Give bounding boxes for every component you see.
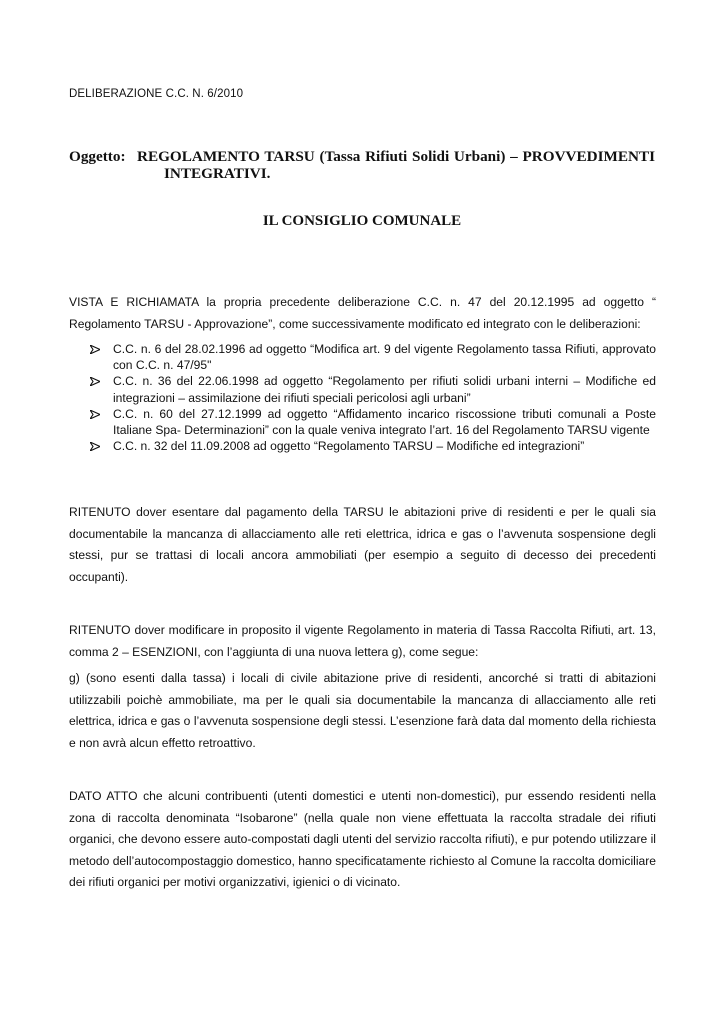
vista-paragraph: VISTA E RICHIAMATA la propria precedente deliberazione C.C. n. 47 del 20.12.1995 ad oggetto “ Regolamento TARSU - Approvazione”, come successivamente modificato ed integrato con le deliberazioni: <box>69 295 656 331</box>
arrow-bullet-icon <box>90 345 100 354</box>
list-item <box>90 373 656 405</box>
deliberation-reference: DELIBERAZIONE C.C. N. 6/2010 <box>69 88 244 100</box>
list-item <box>90 438 656 454</box>
subject-title-line1: REGOLAMENTO TARSU (Tassa Rifiuti Solidi Urbani) – PROVVEDIMENTI <box>137 148 655 165</box>
arrow-bullet-icon <box>90 442 100 451</box>
arrow-bullet-icon <box>90 377 100 386</box>
dato-atto-paragraph: DATO ATTO che alcuni contribuenti (utenti domestici e utenti non-domestici), pur essendo residenti nella zona di raccolta denominata “Isobarone” (nella quale non viene effettuata la raccolta stradale dei rifiuti organici, che devono essere auto-compostati dagli utenti del servizio raccolta rifiuti), e pur potendo utilizzare il metodo dell’autocompostaggio domestico, hanno specificatamente richiesto al Comune la raccolta domiciliare dei rifiuti organici per motivi organizzativi, igienici o di vicinato. <box>69 789 656 889</box>
deliberation-item-text: C.C. n. 6 del 28.02.1996 ad oggetto “Modifica art. 9 del vigente Regolamento tassa Rifiuti, approvato con C.C. n. 47/95" <box>113 342 656 373</box>
list-item <box>90 406 656 438</box>
ritenuto-exempt-paragraph: RITENUTO dover esentare dal pagamento della TARSU le abitazioni prive di residenti e per le quali sia documentabile la mancanza di allacciamento alle reti elettrica, idrica e gas o l’avvenuta sospensione degli stessi, pur se trattasi di locali ancora ammobiliati (per esempio a seguito di decesso dei precedenti occupanti). <box>69 505 656 584</box>
deliberation-item-text: C.C. n. 32 del 11.09.2008 ad oggetto “Regolamento TARSU – Modifiche ed integrazioni” <box>113 439 585 454</box>
arrow-bullet-icon <box>90 410 100 419</box>
council-heading: IL CONSIGLIO COMUNALE <box>262 213 462 229</box>
subject-title-line2: INTEGRATIVI. <box>164 165 271 182</box>
previous-deliberations-list <box>90 341 656 454</box>
subject-label: Oggetto: <box>69 148 126 165</box>
deliberation-item-text: C.C. n. 36 del 22.06.1998 ad oggetto “Regolamento per rifiuti solidi urbani interni – Modifiche ed integrazioni – assimilazione dei rifiuti speciali pericolosi agli urbani” <box>113 374 656 405</box>
ritenuto-modify-paragraph: RITENUTO dover modificare in proposito il vigente Regolamento in materia di Tassa Raccolta Rifiuti, art. 13, comma 2 – ESENZIONI, con l’aggiunta di una nuova lettera g), come segue: <box>69 623 656 659</box>
list-item <box>90 341 656 373</box>
deliberation-item-text: C.C. n. 60 del 27.12.1999 ad oggetto “Affidamento incarico riscossione tributi comunali a Poste Italiane Spa- Determinazioni” con la quale veniva integrato l’art. 16 del Regolamento TARSU vigente <box>113 406 656 438</box>
letter-g-paragraph: g) (sono esenti dalla tassa) i locali di civile abitazione prive di residenti, ancorché si tratti di abitazioni utilizzabili poichè ammobiliate, ma per le quali sia documentabile la mancanza di allacciamento alle reti elettrica, idrica e gas o l’avvenuta sospensione degli stessi. L’esenzione farà data dal momento della richiesta e non avrà alcun effetto retroattivo. <box>69 671 656 750</box>
